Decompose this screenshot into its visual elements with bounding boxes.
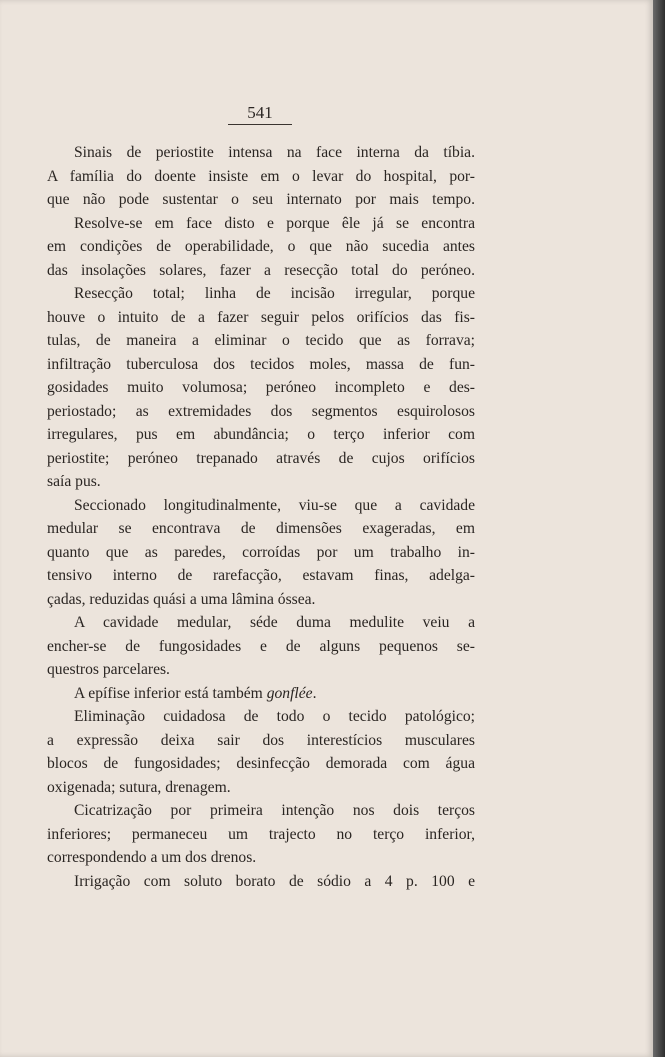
text-fragment: . [312, 684, 317, 702]
text-line: que não pode sustentar o seu internato por mais tempo. [47, 191, 475, 208]
page-number: 541 [228, 104, 292, 125]
text-line: Sinais de periostite intensa na face interna da tíbia. [74, 144, 475, 161]
text-line: Cicatrização por primeira intenção nos dois terços [74, 802, 475, 819]
text-line: a expressão deixa sair dos interestícios musculares [47, 731, 475, 749]
text-line: quanto que as paredes, corroídas por um trabalho in- [47, 543, 475, 561]
text-line: questros parcelares. [47, 661, 170, 678]
text-line: gosidades muito volumosa; peróneo incompleto e des- [47, 379, 475, 396]
italic-word: gonflée [266, 684, 313, 702]
text-line: inferiores; permaneceu um trajecto no terço inferior, [47, 825, 475, 843]
text-line: oxigenada; sutura, drenagem. [47, 778, 231, 796]
text-line: periostado; as extremidades dos segmentos esquirolosos [47, 402, 475, 420]
body-text [47, 141, 475, 893]
text-line: Seccionado longitudinalmente, viu-se que a cavidade [74, 496, 475, 514]
text-line: Resolve-se em face disto e porque êle já se encontra [74, 214, 475, 232]
text-line: houve o intuito de a fazer seguir pelos orifícios das fis- [47, 308, 475, 326]
text-line: medular se encontrava de dimensões exageradas, em [47, 520, 475, 537]
text-fragment: A epífise inferior está também [74, 684, 267, 702]
text-line: çadas, reduzidas quási a uma lâmina óssea. [47, 590, 316, 608]
text-line [47, 682, 475, 706]
text-line: das insolações solares, fazer a resecção total do peróneo. [47, 261, 475, 279]
text-line: periostite; peróneo trepanado através de cujos orifícios [47, 449, 475, 467]
text-line: encher-se de fungosidades e de alguns pequenos se- [47, 637, 475, 655]
text-line: tulas, de maneira a eliminar o tecido que as forrava; [47, 332, 475, 349]
text-line: irregulares, pus em abundância; o terço inferior com [47, 426, 475, 443]
text-line: correspondendo a um dos drenos. [47, 849, 257, 866]
text-line: infiltração tuberculosa dos tecidos moles, massa de fun- [47, 355, 475, 373]
text-line: blocos de fungosidades; desinfecção demorada com água [47, 755, 475, 772]
text-line: Resecção total; linha de incisão irregular, porque [74, 285, 475, 302]
text-line: Irrigação com soluto borato de sódio a 4 p. 100 e [74, 872, 475, 890]
text-line: A família do doente insiste em o levar do hospital, por- [47, 167, 475, 185]
page-edge-shadow [653, 0, 665, 1057]
text-line: A cavidade medular, séde duma medulite veiu a [74, 614, 475, 631]
text-line: tensivo interno de rarefacção, estavam finas, adelga- [47, 567, 475, 584]
text-line: em condições de operabilidade, o que não sucedia antes [47, 238, 475, 255]
text-line: saía pus. [47, 473, 101, 490]
text-line: Eliminação cuidadosa de todo o tecido patológico; [74, 708, 475, 725]
